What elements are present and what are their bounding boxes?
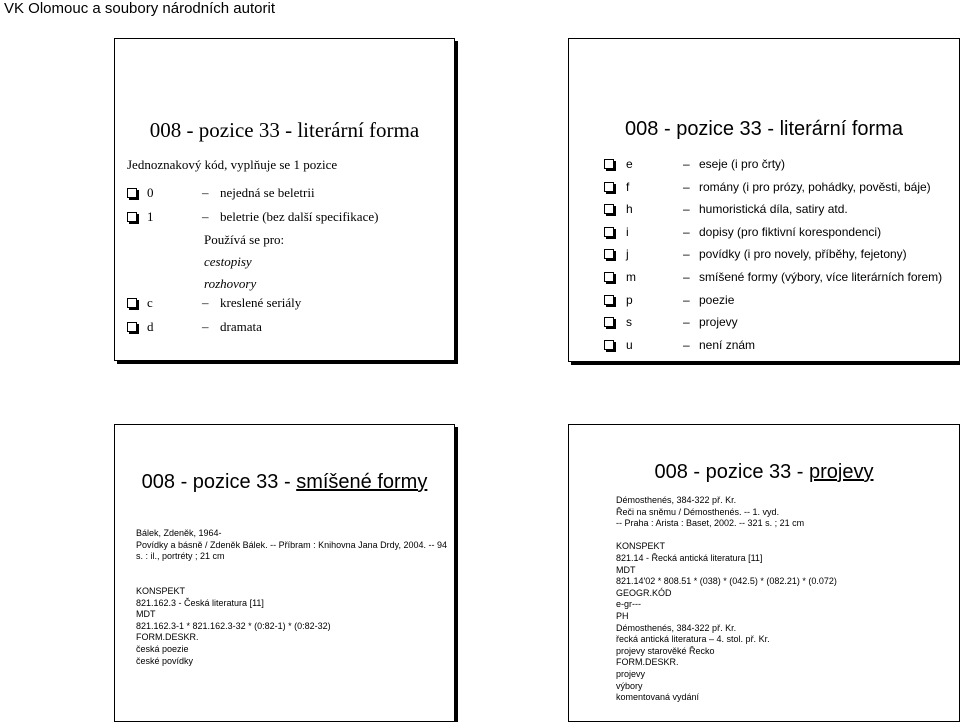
slide-speeches (568, 424, 960, 722)
record-line: projevy starověké Řecko (616, 645, 715, 656)
record-line: projevy (616, 668, 646, 679)
slide-mixed-forms (114, 424, 455, 722)
record-line: Bálek, Zdeněk, 1964- (136, 528, 222, 538)
code-description: eseje (i pro črty) (699, 157, 786, 171)
code-value: c (147, 295, 153, 310)
code-value: j (626, 247, 629, 262)
record-spacer (616, 530, 837, 542)
code-value: p (626, 292, 633, 307)
dash: – (683, 157, 690, 171)
slide-literary-form-codes (568, 38, 960, 362)
checkbox-bullet-icon (127, 188, 137, 198)
dash: – (683, 179, 690, 194)
code-value: m (626, 270, 636, 284)
record-line: KONSPEKT (136, 585, 186, 596)
dash: – (683, 224, 690, 239)
code-value: e (626, 157, 633, 171)
record-line: e-gr--- (616, 599, 641, 610)
code-value: 0 (147, 185, 154, 200)
usage-note: Používá se pro: (204, 232, 285, 247)
record-spacer (136, 574, 447, 586)
intro-text: Jednoznakový kód, vyplňuje se 1 pozice (127, 157, 338, 172)
code-description: poezie (699, 292, 735, 307)
record-line: -- Praha : Arista : Baset, 2002. -- 321 s. ; 21 cm (616, 518, 805, 529)
record-line: MDT (136, 609, 156, 620)
record-line: Řeči na sněmu / Démosthenés. -- 1. vyd. (616, 506, 780, 517)
code-description: není znám (699, 337, 756, 352)
title-keyword: projevy (809, 461, 874, 483)
slide-literary-form-intro (114, 38, 455, 361)
usage-example: rozhovory (204, 276, 257, 291)
slide-title: 008 - pozice 33 - literární forma (625, 118, 903, 140)
record-line: FORM.DESKR. (616, 657, 679, 668)
record-line: výbory (616, 680, 643, 691)
checkbox-bullet-icon (604, 317, 614, 327)
code-value: f (626, 179, 630, 194)
code-description: dopisy (pro fiktivní korespondenci) (699, 224, 882, 239)
checkbox-bullet-icon (604, 227, 614, 237)
code-description: kreslené seriály (220, 295, 302, 310)
record-line: MDT (616, 564, 636, 575)
code-value: u (626, 337, 633, 352)
record-line: Démosthenés, 384-322 př. Kr. (616, 495, 737, 505)
usage-example: cestopisy (204, 254, 252, 269)
document-header: VK Olomouc a soubory národních autorit (4, 0, 275, 17)
checkbox-bullet-icon (127, 212, 137, 222)
code-value: 1 (147, 209, 154, 224)
record-line: 821.14'02 * 808.51 * (038) * (042.5) * (082.21) * (0.072) (616, 576, 837, 587)
catalog-record (616, 495, 837, 704)
record-line: s. : il., portréty ; 21 cm (136, 551, 225, 562)
code-description: projevy (699, 315, 738, 330)
record-line: GEOGR.KÓD (616, 587, 672, 598)
checkbox-bullet-icon (604, 182, 614, 192)
code-description: humoristická díla, satiry atd. (699, 202, 848, 217)
record-line: Démosthenés, 384-322 př. Kr. (616, 622, 737, 633)
record-line: 821.162.3-1 * 821.162.3-32 * (0:82-1) * (0:82-32) (136, 620, 331, 631)
record-line: KONSPEKT (616, 541, 666, 552)
checkbox-bullet-icon (604, 295, 614, 305)
code-value: d (147, 319, 154, 334)
title-prefix: 008 - pozice 33 - (654, 461, 810, 483)
code-description: smíšené formy (výbory, více literárních forem) (699, 270, 943, 284)
checkbox-bullet-icon (604, 340, 614, 350)
dash: – (202, 295, 209, 310)
checkbox-bullet-icon (604, 159, 614, 169)
checkbox-bullet-icon (604, 204, 614, 214)
dash: – (683, 337, 690, 352)
code-description: beletrie (bez další specifikace) (220, 209, 379, 224)
record-line: 821.14 - Řecká antická literatura [11] (616, 552, 763, 563)
code-value: s (626, 315, 632, 330)
checkbox-bullet-icon (604, 249, 614, 259)
record-line: české povídky (136, 655, 194, 666)
dash: – (683, 202, 690, 217)
record-line: PH (616, 610, 629, 621)
dash: – (683, 270, 690, 284)
record-line: česká poezie (136, 643, 189, 654)
dash: – (202, 319, 209, 334)
slide-title: 008 - pozice 33 - literární forma (149, 118, 420, 142)
record-line: 821.162.3 - Česká literatura [11] (136, 597, 264, 608)
dash: – (683, 247, 690, 262)
record-spacer (136, 563, 447, 575)
code-description: nejedná se beletrii (220, 185, 315, 200)
dash: – (202, 185, 209, 200)
dash: – (683, 292, 690, 307)
code-description: dramata (220, 319, 262, 334)
checkbox-bullet-icon (127, 322, 137, 332)
checkbox-bullet-icon (604, 272, 614, 282)
record-line: Povídky a básně / Zdeněk Bálek. -- Příbram : Knihovna Jana Drdy, 2004. -- 94 (136, 539, 447, 550)
code-description: romány (i pro prózy, pohádky, pověsti, báje) (699, 179, 931, 194)
code-description: povídky (i pro novely, příběhy, fejetony) (699, 247, 907, 262)
record-line: řecká antická literatura – 4. stol. př. Kr. (616, 634, 770, 645)
record-line: komentovaná vydání (616, 692, 700, 703)
title-prefix: 008 - pozice 33 - (141, 471, 297, 493)
title-keyword: smíšené formy (296, 471, 428, 493)
record-line: FORM.DESKR. (136, 632, 199, 643)
code-value: h (626, 202, 633, 217)
code-value: i (626, 224, 629, 239)
catalog-record (136, 528, 447, 667)
checkbox-bullet-icon (127, 298, 137, 308)
slide-title (569, 461, 959, 484)
dash: – (202, 209, 209, 224)
slide-title (115, 471, 454, 494)
dash: – (683, 315, 690, 330)
